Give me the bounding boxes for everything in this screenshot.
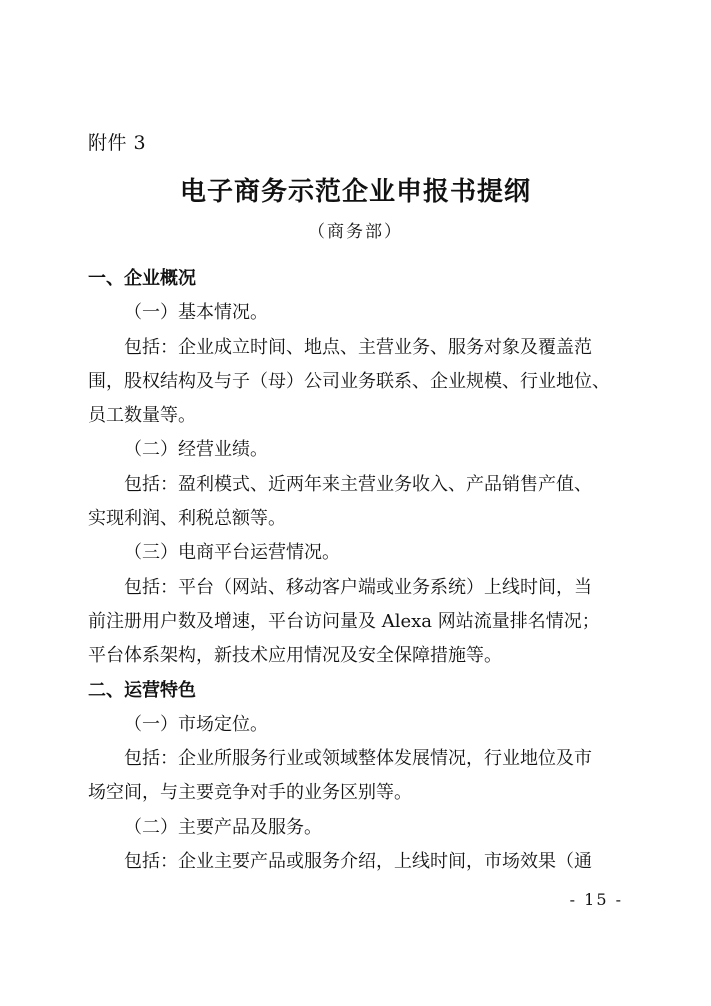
subsection-products-services: （二）主要产品及服务。: [124, 816, 322, 838]
attachment-label: 附件 3: [88, 132, 147, 154]
document-title: 电子商务示范企业申报书提纲: [179, 177, 531, 207]
paragraph-line: 包括：企业主要产品或服务介绍，上线时间，市场效果（通: [124, 851, 592, 873]
paragraph-line: 围，股权结构及与子（母）公司业务联系、企业规模、行业地位、: [88, 370, 610, 392]
paragraph-line: 前注册用户数及增速，平台访问量及 Alexa 网站流量排名情况；: [88, 610, 600, 632]
paragraph-line: 包括：企业成立时间、地点、主营业务、服务对象及覆盖范: [124, 336, 592, 358]
paragraph-line: 员工数量等。: [88, 405, 196, 427]
subsection-platform-ops: （三）电商平台运营情况。: [124, 542, 340, 564]
document-subtitle: （商务部）: [308, 222, 403, 242]
subsection-basic-info: （一）基本情况。: [124, 302, 268, 324]
page-number: - 15 -: [569, 890, 623, 909]
document-body: [88, 262, 636, 879]
section-heading-overview: 一、企业概况: [88, 268, 196, 289]
section-heading-features: 二、运营特色: [88, 679, 196, 701]
paragraph-line: 包括：平台（网站、移动客户端或业务系统）上线时间，当: [124, 576, 592, 598]
paragraph-line: 实现利润、利税总额等。: [88, 508, 286, 530]
paragraph-line: 包括：盈利模式、近两年来主营业务收入、产品销售产值、: [124, 473, 592, 495]
paragraph-line: 场空间，与主要竞争对手的业务区别等。: [88, 782, 412, 804]
subsection-market-position: （一）市场定位。: [124, 713, 268, 735]
paragraph-line: 包括：企业所服务行业或领域整体发展情况，行业地位及市: [124, 748, 592, 770]
paragraph-line: 平台体系架构，新技术应用情况及安全保障措施等。: [88, 645, 502, 667]
subsection-performance: （二）经营业绩。: [124, 439, 268, 461]
